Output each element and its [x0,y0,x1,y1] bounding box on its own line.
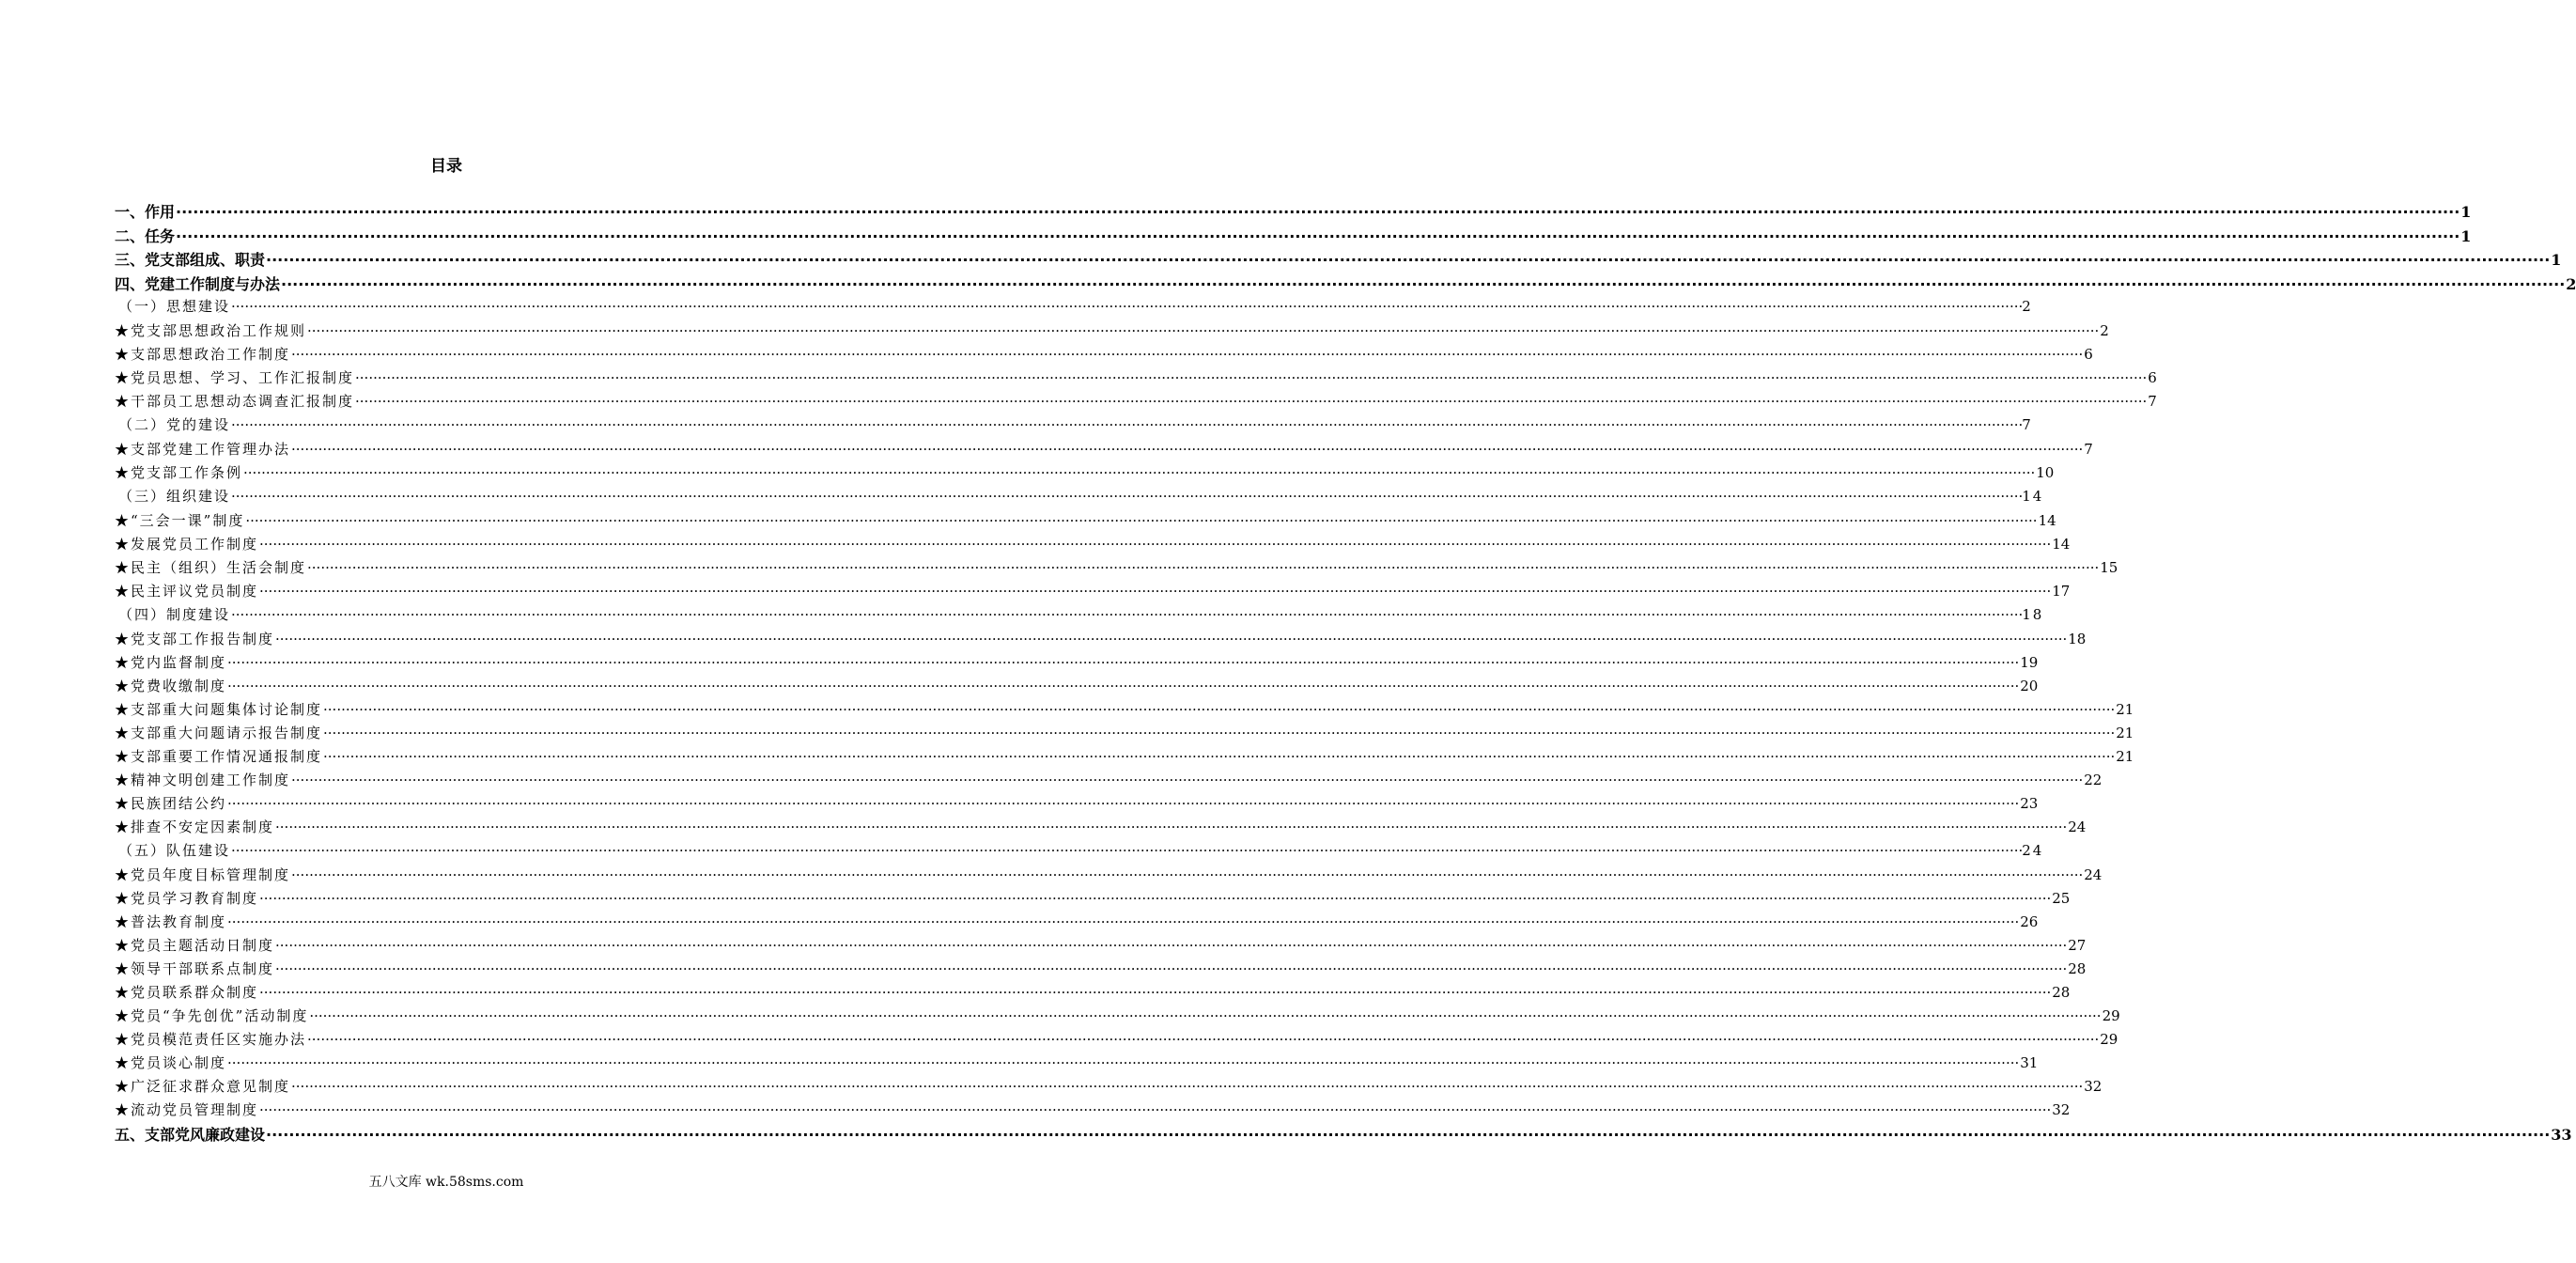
toc-leader-dots: ················································································································································································································································································································································································································ [231,842,2024,859]
toc-entry-page-number: 22 [2084,772,2103,788]
toc-entry-page-number: 31 [2020,1054,2039,1071]
toc-entry-label: ★精神文明创建工作制度 [115,772,291,788]
toc-leader-dots: ················································································································································································································································································································································································································ [291,1078,2084,1095]
toc-leader-dots: ················································································································································································································································································································································································································ [307,1031,2100,1048]
toc-entry[interactable] [115,225,2472,249]
toc-entry-label: ★党员模范责任区实施办法 [115,1031,307,1048]
toc-entry[interactable] [115,1099,2071,1123]
toc-entry[interactable] [115,817,2087,840]
toc-entry-label: （一）思想建设 [118,298,231,315]
toc-entry-page-number: 25 [2052,890,2071,907]
toc-entry-label: ★支部党建工作管理办法 [115,441,291,458]
toc-entry-page-number: 18 [2068,631,2087,647]
toc-entry-label: ★党员联系群众制度 [115,984,259,1001]
toc-entry-label: （四）制度建设 [118,606,231,623]
toc-entry[interactable] [115,344,2093,367]
toc-leader-dots: ················································································································································································································································································································································································································ [323,748,2116,765]
toc-entry-page-number: 6 [2148,369,2157,386]
toc-entry-page-number: 28 [2052,984,2071,1001]
toc-entry-page-number: 27 [2068,937,2087,954]
toc-entry[interactable] [115,982,2071,1006]
toc-leader-dots: ················································································································································································································································································································································································································ [275,819,2068,835]
toc-leader-dots: ················································································································································································································································································································································································································ [281,274,2566,293]
toc-entry-label: 一、作用 [115,203,176,221]
toc-entry-label: ★领导干部联系点制度 [115,960,275,977]
toc-entry[interactable] [115,723,2134,746]
toc-entry-page-number: 1 [2460,226,2472,245]
toc-entry-page-number: 7 [2084,441,2093,458]
toc-leader-dots: ················································································································································································································································································································································································································ [259,583,2052,600]
toc-leader-dots: ················································································································································································································································································································································································································ [231,488,2024,505]
toc-leader-dots: ················································································································································································································································································································································································································ [243,464,2036,481]
toc-entry-page-number: 14 [2052,536,2071,553]
toc-entry-page-number: 18 [2022,606,2044,623]
toc-leader-dots: ················································································································································································································································································································································································································ [266,1126,2551,1144]
toc-entry-label: （二）党的建设 [118,416,231,433]
toc-entry-page-number: 24 [2084,866,2103,883]
toc-entry-page-number: 7 [2148,393,2157,410]
toc-entry-label: 三、党支部组成、职责 [115,251,266,269]
toc-entry[interactable] [115,391,2157,414]
toc-entry[interactable] [115,510,2056,534]
toc-leader-dots: ················································································································································································································································································································································································································ [266,251,2551,269]
toc-entry[interactable] [115,1006,2120,1029]
toc-entry[interactable] [115,840,2044,865]
toc-entry-page-number: 7 [2022,416,2033,433]
toc-entry-label: ★流动党员管理制度 [115,1101,259,1118]
toc-entry-page-number: 17 [2052,583,2071,600]
toc-leader-dots: ················································································································································································································································································································································································································ [275,960,2068,977]
toc-entry[interactable] [115,912,2039,935]
toc-leader-dots: ················································································································································································································································································································································································································ [259,984,2052,1001]
toc-entry[interactable] [115,604,2044,629]
toc-entry[interactable] [115,200,2472,225]
toc-entry[interactable] [115,959,2087,982]
toc-entry-page-number: 6 [2084,346,2093,363]
toc-entry[interactable] [115,462,2055,486]
page-title: 目录 [430,157,462,176]
toc-entry[interactable] [115,414,2033,439]
toc-entry-label: ★党费收缴制度 [115,678,227,694]
toc-entry-page-number: 15 [2100,559,2118,576]
toc-entry-page-number: 19 [2020,654,2039,671]
toc-entry-label: ★支部重要工作情况通报制度 [115,748,323,765]
toc-leader-dots: ················································································································································································································································································································································································································ [275,631,2068,647]
toc-entry-label: ★支部重大问题请示报告制度 [115,725,323,741]
toc-leader-dots: ················································································································································································································································································································································································································ [355,369,2148,386]
toc-leader-dots: ················································································································································································································································································································································································································ [231,298,2024,315]
toc-entry-page-number: 24 [2068,819,2087,835]
toc-entry-page-number: 1 [2460,203,2472,221]
toc-entry-page-number: 20 [2020,678,2039,694]
toc-leader-dots: ················································································································································································································································································································································································································ [291,772,2084,788]
toc-entry-page-number: 29 [2102,1007,2120,1024]
toc-entry-label: ★发展党员工作制度 [115,536,259,553]
toc-entry[interactable] [115,1029,2118,1052]
toc-entry[interactable] [115,320,2109,344]
toc-entry[interactable] [115,557,2118,581]
toc-leader-dots: ················································································································································································································································································································································································································ [259,536,2052,553]
toc-entry-page-number: 14 [2038,512,2056,529]
toc-leader-dots: ················································································································································································································································································································································································································ [323,701,2116,718]
toc-entry-label: ★党员学习教育制度 [115,890,259,907]
toc-entry-page-number: 2 [2100,322,2109,339]
toc-leader-dots: ················································································································································································································································································································································································································ [291,441,2084,458]
toc-entry[interactable] [115,439,2093,462]
toc-entry-label: ★干部员工思想动态调查汇报制度 [115,393,355,410]
toc-entry-page-number: 32 [2084,1078,2103,1095]
toc-entry[interactable] [115,652,2039,676]
toc-entry-label: 五、支部党风廉政建设 [115,1126,266,1144]
toc-entry-label: ★支部重大问题集体讨论制度 [115,701,323,718]
toc-leader-dots: ················································································································································································································································································································································································································ [245,512,2038,529]
toc-entry-label: 四、党建工作制度与办法 [115,274,281,293]
toc-entry[interactable] [115,676,2039,699]
toc-leader-dots: ················································································································································································································································································································································································································ [227,795,2020,812]
toc-entry-label: ★党员主题活动日制度 [115,937,275,954]
toc-entry-page-number: 2 [2566,274,2576,293]
toc-leader-dots: ················································································································································································································································································································································································································ [227,1054,2020,1071]
toc-entry-label: （三）组织建设 [118,488,231,505]
toc-entry[interactable] [115,746,2134,770]
toc-entry-label: ★党支部思想政治工作规则 [115,322,307,339]
toc-entry[interactable] [115,1076,2103,1099]
toc-entry[interactable] [115,273,2576,297]
toc-entry-page-number: 21 [2116,701,2134,718]
toc-leader-dots: ················································································································································································································································································································································································································ [259,890,2052,907]
toc-entry-page-number: 14 [2022,488,2044,505]
toc-entry[interactable] [115,296,2033,320]
toc-entry[interactable] [115,865,2103,888]
toc-entry-label: ★党员谈心制度 [115,1054,227,1071]
table-of-contents [115,200,2576,1147]
toc-leader-dots: ················································································································································································································································································································································································································ [307,559,2100,576]
toc-entry[interactable] [115,248,2562,273]
toc-leader-dots: ················································································································································································································································································································································································································ [231,416,2024,433]
toc-entry-page-number: 24 [2022,842,2044,859]
toc-entry-label: ★普法教育制度 [115,913,227,930]
toc-leader-dots: ················································································································································································································································································································································································································ [227,678,2020,694]
toc-entry-label: ★党支部工作报告制度 [115,631,275,647]
footer-watermark: 五八文库 wk.58sms.com [368,1175,524,1190]
toc-entry[interactable] [115,770,2103,793]
toc-entry[interactable] [115,699,2134,723]
toc-leader-dots: ················································································································································································································································································································································································································ [323,725,2116,741]
toc-leader-dots: ················································································································································································································································································································································································································ [231,606,2024,623]
toc-entry[interactable] [115,1052,2039,1076]
toc-entry-label: （五）队伍建设 [118,842,231,859]
toc-entry-page-number: 21 [2116,725,2134,741]
toc-entry-label: ★支部思想政治工作制度 [115,346,291,363]
toc-entry[interactable] [115,581,2071,604]
toc-entry-label: ★党内监督制度 [115,654,227,671]
toc-leader-dots: ················································································································································································································································································································································································································ [307,322,2100,339]
toc-entry-label: ★民主（组织）生活会制度 [115,559,307,576]
toc-leader-dots: ················································································································································································································································································································································································································ [275,937,2068,954]
toc-entry-label: ★民族团结公约 [115,795,227,812]
toc-entry-page-number: 10 [2036,464,2055,481]
toc-leader-dots: ················································································································································································································································································································································································································ [227,654,2020,671]
toc-leader-dots: ················································································································································································································································································································································································································ [227,913,2020,930]
toc-entry[interactable] [115,888,2071,912]
toc-entry-label: ★党员思想、学习、工作汇报制度 [115,369,355,386]
toc-leader-dots: ················································································································································································································································································································································································································ [176,203,2460,221]
toc-entry[interactable] [115,534,2071,557]
toc-entry[interactable] [115,1123,2572,1147]
toc-leader-dots: ················································································································································································································································································································································································································ [291,346,2084,363]
toc-entry-label: ★“三会一课”制度 [115,512,245,529]
toc-entry-page-number: 23 [2020,795,2039,812]
toc-entry-label: ★广泛征求群众意见制度 [115,1078,291,1095]
toc-entry[interactable] [115,629,2087,652]
toc-leader-dots: ················································································································································································································································································································································································································ [259,1101,2052,1118]
toc-entry-page-number: 28 [2068,960,2087,977]
toc-leader-dots: ················································································································································································································································································································································································································ [355,393,2148,410]
toc-entry[interactable] [115,793,2039,817]
toc-entry[interactable] [115,367,2157,391]
toc-entry-label: ★排查不安定因素制度 [115,819,275,835]
toc-entry[interactable] [115,935,2087,959]
toc-entry-page-number: 21 [2116,748,2134,765]
toc-entry[interactable] [115,486,2044,510]
toc-entry-label: ★党员“争先创优”活动制度 [115,1007,309,1024]
toc-leader-dots: ················································································································································································································································································································································································································ [309,1007,2102,1024]
toc-entry-page-number: 26 [2020,913,2039,930]
toc-entry-page-number: 29 [2100,1031,2118,1048]
toc-entry-page-number: 1 [2551,251,2562,269]
toc-entry-page-number: 2 [2022,298,2033,315]
toc-entry-label: ★党员年度目标管理制度 [115,866,291,883]
toc-entry-label: ★民主评议党员制度 [115,583,259,600]
toc-entry-label: 二、任务 [115,226,176,245]
toc-leader-dots: ················································································································································································································································································································································································································ [176,226,2460,245]
toc-leader-dots: ················································································································································································································································································································································································································ [291,866,2084,883]
toc-entry-page-number: 32 [2052,1101,2071,1118]
toc-entry-label: ★党支部工作条例 [115,464,243,481]
toc-entry-page-number: 33 [2551,1126,2572,1144]
